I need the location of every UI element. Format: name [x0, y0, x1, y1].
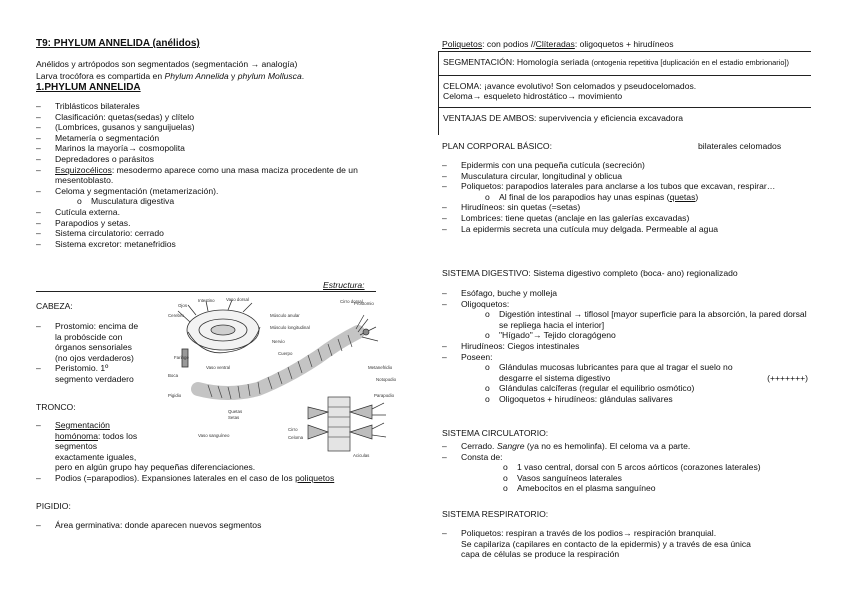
list-sub-item: o Oligoquetos + hirudíneos: glándulas salivares	[499, 394, 808, 405]
pigidio-title: PIGIDIO:	[36, 501, 71, 511]
list-item	[36, 321, 176, 363]
list-item: – Clasificación: quetas(sedas) y clítelo	[36, 112, 416, 123]
plan-title: PLAN CORPORAL BÁSICO:	[442, 141, 552, 151]
intro-taxon-1: Phylum Annelida	[164, 71, 229, 81]
tronco-title: TRONCO:	[36, 402, 76, 412]
segmentacion-note: (ontogenia repetitiva [duplicación en el estadio embrionario])	[591, 58, 789, 67]
list-item: – Triblásticos bilaterales	[36, 101, 416, 112]
cliteradas-term: Clíteradas	[535, 39, 575, 49]
parapod-detail-illustration	[308, 397, 386, 451]
plan-sub-text: Al final de los parapodios hay unas espinas (	[499, 191, 670, 202]
diagram-label: Cirro dorsal	[340, 299, 363, 304]
tronco-line: pero en algún grupo hay pequeñas diferenciaciones.	[55, 462, 256, 473]
sangre-term: Sangre	[496, 441, 525, 451]
plan-sub-text: )	[695, 191, 699, 202]
diagram-label: Boca	[168, 373, 179, 378]
peristomio-line: – Peristomio. 1º	[55, 363, 109, 374]
prostomio-line: (no ojos verdaderos)	[55, 352, 134, 363]
ventajas-line: VENTAJAS DE AMBOS: supervivencia y eficiencia excavadora	[443, 112, 684, 123]
list-item: – Área germinativa: donde aparecen nuevos segmentos	[36, 520, 416, 531]
diagram-label: Ojos	[178, 303, 188, 308]
digestivo-title: SISTEMA DIGESTIVO: Sistema digestivo completo (boca- ano) regionalizado	[442, 268, 738, 278]
esquizo-term: Esquizocélicos	[55, 164, 112, 175]
section-heading: 1.PHYLUM ANNELIDA	[36, 82, 141, 93]
list-item: – Cutícula externa.	[36, 207, 416, 218]
list-item	[442, 452, 808, 494]
list-item	[36, 165, 416, 186]
list-item	[442, 352, 808, 405]
diagram-label: Intestino	[198, 298, 215, 303]
segmentacion-title: SEGMENTACIÓN: Homología seriada	[443, 57, 592, 67]
estructura-label: Estructura:	[323, 280, 365, 290]
list-item	[442, 528, 808, 560]
cabeza-title: CABEZA:	[36, 301, 73, 311]
celoma-text: Celoma y segmentación (metamerización).	[55, 185, 219, 196]
list-item: – Parapodios y setas.	[36, 218, 416, 229]
intro-text: .	[301, 71, 305, 81]
respiratorio-title: SISTEMA RESPIRATORIO:	[442, 509, 549, 519]
list-sub-item: o Digestión intestinal → tiflosol [mayor superficie para la absorción, la pared dorsal se repliega hacia el interior]	[499, 309, 808, 330]
list-sub-item: o Musculatura digestiva	[91, 196, 416, 207]
tronco-line: exactamente iguales,	[55, 451, 137, 462]
homonoma-term: homónoma	[55, 430, 98, 441]
circ-text: Consta de:	[461, 451, 503, 462]
digestivo-list	[442, 288, 808, 405]
diagram-label: Prostomio	[354, 301, 374, 306]
prostomio-line: la probóscide con	[55, 331, 123, 342]
pigidio-list	[36, 520, 416, 531]
plan-item-text: Poliquetos: parapodios laterales para anclarse a los tubos que excavan, respirar…	[461, 181, 776, 192]
list-item: – Sistema circulatorio: cerrado	[36, 228, 416, 239]
diagram-label: Vaso dorsal	[226, 297, 249, 302]
list-item	[442, 299, 808, 341]
dig-sub-text: Glándulas mucosas lubricantes para que al tragar el suelo no desgarre el sistema digestivo	[499, 362, 733, 383]
cliteradas-text: : oligoquetos + hirudíneos	[574, 39, 674, 49]
phylum-list	[36, 101, 416, 249]
poliquetos-line	[442, 39, 674, 50]
intro-taxon-2: phylum Mollusca	[237, 71, 302, 81]
plan-list	[442, 160, 802, 234]
tronco-line: segmentos	[55, 441, 98, 452]
respiratorio-list	[442, 528, 808, 560]
annelid-anatomy-diagram	[168, 297, 397, 465]
diagram-label: Músculo longitudinal	[270, 325, 310, 330]
diagram-label: Cuerpo	[278, 351, 293, 356]
circulatorio-list	[442, 441, 808, 494]
poliquetos-text: : con podios //	[482, 39, 536, 49]
list-sub-item	[499, 362, 808, 383]
list-item: – Musculatura circular, longitudinal y oblicua	[442, 171, 802, 182]
diagram-label: Vaso ventral	[206, 365, 231, 370]
celoma-line: CELOMA: ¡avance evolutivo! Son celomados y pseudocelomados.	[443, 80, 697, 91]
intro-line-1: Anélidos y artrópodos son segmentados (segmentación → analogía)	[36, 59, 298, 69]
list-sub-item: o Vasos sanguíneos laterales	[517, 473, 808, 484]
list-sub-item: o 1 vaso central, dorsal con 5 arcos aórticos (corazones laterales)	[517, 462, 808, 473]
esquizo-text: : mesodermo aparece como una masa maciza procedente de un mesentoblasto.	[55, 164, 358, 186]
list-item	[442, 441, 808, 452]
dig-item-text: Poseen:	[461, 351, 493, 362]
diagram-label: Músculo anular	[270, 313, 300, 318]
diagram-label: Vaso sanguíneo	[198, 433, 230, 438]
page-title: T9: PHYLUM ANNELIDA (anélidos)	[36, 38, 200, 49]
circ-text: Cerrado.	[461, 441, 497, 451]
list-sub-item: o Amebocitos en el plasma sanguíneo	[517, 483, 808, 494]
diagram-label: Setas	[228, 415, 240, 420]
diagram-label: Parapodio	[374, 393, 395, 398]
list-item	[36, 363, 176, 384]
prostomio-line: – Prostomio: encima de	[55, 321, 139, 331]
podios-term: poliquetos	[295, 472, 335, 483]
list-item: – Lombrices: tiene quetas (anclaje en las galerías excavadas)	[442, 213, 802, 224]
list-sub-item	[499, 192, 802, 203]
poliquetos-term: Poliquetos	[442, 39, 483, 49]
intro-line-2	[36, 71, 304, 82]
celoma-line: Celoma→ esqueleto hidrostático→ movimiento	[443, 91, 623, 102]
list-item: – Depredadores o parásitos	[36, 154, 416, 165]
resp-line: capa de células se produce la respiración	[461, 549, 620, 560]
diagram-label: Celoma	[288, 435, 304, 440]
podios-text: Podios (=parapodios). Expansiones laterales en el caso de los	[55, 472, 296, 483]
diagram-label: Quetas	[228, 409, 243, 414]
diagram-label: Metanefridio	[368, 365, 393, 370]
list-item: – Esófago, buche y molleja	[442, 288, 808, 299]
diagram-label: Nervio	[272, 339, 285, 344]
list-sub-item: o Glándulas calcíferas (regular el equilibrio osmótico)	[499, 383, 808, 394]
intro-text: Larva trocófora es compartida en	[36, 71, 165, 81]
plus-mark: (+++++++)	[767, 372, 808, 383]
list-item: – Hirudíneos: Ciegos intestinales	[442, 341, 808, 352]
diagram-label: Faringe	[174, 355, 189, 360]
list-sub-item: o "Hígado"→ Tejido cloragógeno	[499, 330, 808, 341]
intro-text: y	[228, 71, 238, 81]
quetas-term: quetas	[669, 191, 696, 202]
divider	[36, 291, 376, 292]
circulatorio-title: SISTEMA CIRCULATORIO:	[442, 428, 549, 438]
list-item: – Epidermis con una pequeña cutícula (secreción)	[442, 160, 802, 171]
list-item: – Metamería o segmentación	[36, 133, 416, 144]
list-item: – Marinos la mayoría→ cosmopolita	[36, 143, 416, 154]
head-section-illustration	[178, 300, 260, 367]
diagram-label: Pigidio	[168, 393, 182, 398]
list-item: – (Lombrices, gusanos y sanguijuelas)	[36, 122, 416, 133]
concepts-box	[438, 51, 811, 135]
list-item	[442, 181, 802, 202]
prostomio-line: órganos sensoriales	[55, 342, 132, 353]
circ-text: (ya no es hemolinfa). El celoma va a parte.	[524, 441, 691, 451]
resp-line: – Poliquetos: respiran a través de los podios→ respiración branquial.	[461, 528, 717, 538]
list-item: – Hirudíneos: sin quetas (=setas)	[442, 202, 802, 213]
segmentacion-term: – Segmentación	[55, 420, 110, 430]
list-item: – La epidermis secreta una cutícula muy delgada. Permeable al agua	[442, 224, 802, 235]
peristomio-line: segmento verdadero	[55, 373, 134, 384]
list-item: – Sistema excretor: metanefridios	[36, 239, 416, 250]
diagram-label: Cerebro	[168, 313, 184, 318]
cabeza-list	[36, 321, 176, 385]
diagram-label: Notopodio	[376, 377, 397, 382]
homonoma-text: : todos los	[98, 430, 138, 441]
plan-note: bilaterales celomados	[698, 141, 782, 151]
dig-item-text: Oligoquetos:	[461, 298, 510, 309]
resp-line: Se capilariza (capilares en contacto de la epidermis) y a través de esa única	[461, 538, 751, 549]
diagram-label: Cirro	[288, 427, 298, 432]
list-item	[36, 473, 416, 484]
diagram-label: Aciculas	[353, 453, 370, 458]
list-item	[36, 186, 416, 207]
